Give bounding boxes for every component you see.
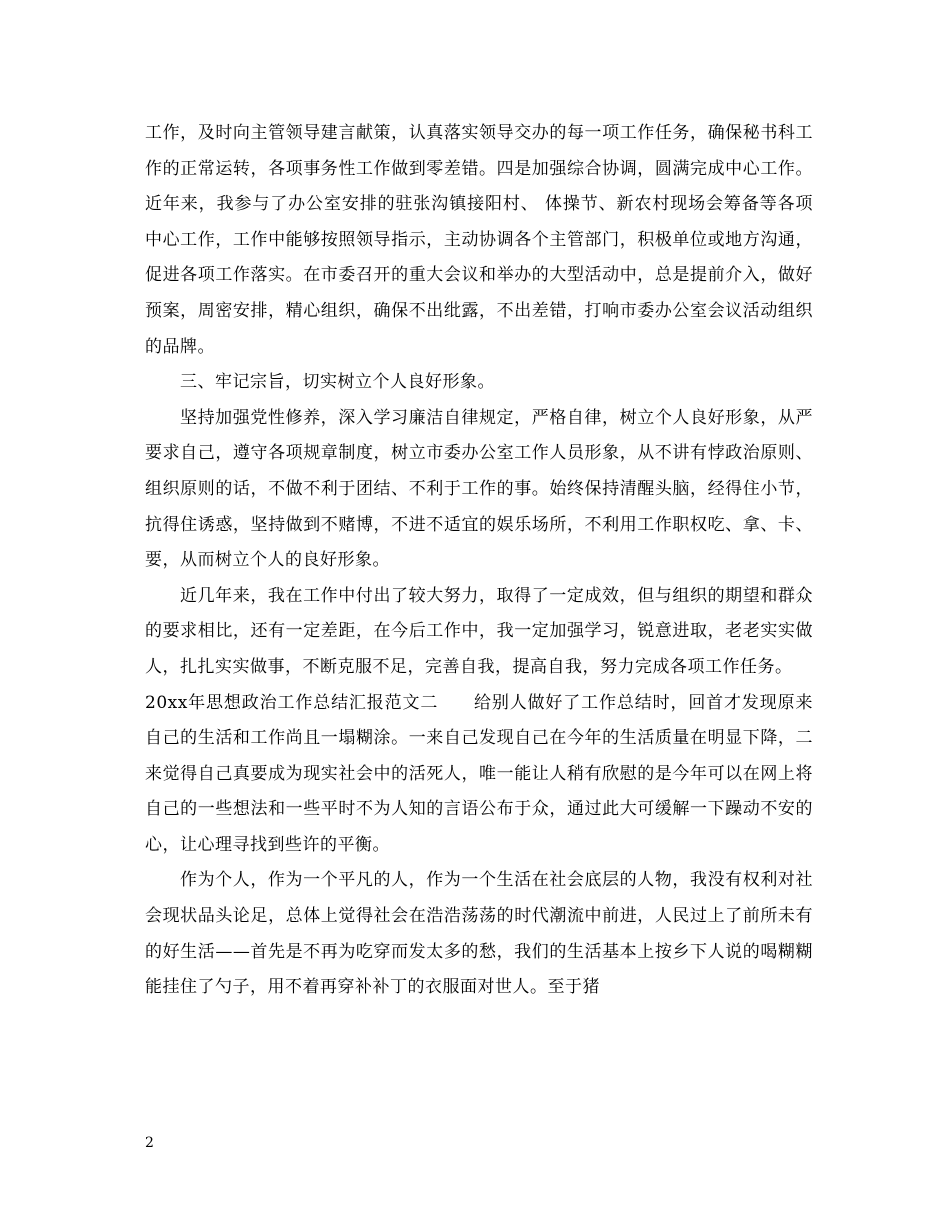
page-number: 2 — [145, 1135, 154, 1151]
section-heading: 三、牢记宗旨，切实树立个人良好形象。 — [180, 372, 495, 393]
paragraph: 坚持加强党性修养，深入学习廉洁自律规定，严格自律，树立个人良好形象，从严要求自己，遵守各项规章制度，树立市委办公室工作人员形象，从不讲有悖政治原则、组织原则的话，不做不利于团结、不利于工作的事。始终保持清醒头脑，经得住小节，抗得住诱惑，坚持做到不赌博，不进不适宜的娱乐场所，不利用工作职权吃、拿、卡、要，从而树立个人的良好形象。 — [145, 407, 813, 571]
paragraph: 近几年来，我在工作中付出了较大努力，取得了一定成效，但与组织的期望和群众的要求相比，还有一定差距，在今后工作中，我一定加强学习，锐意进取，老老实实做人，扎扎实实做事，不断克服不足，完善自我，提高自我，努力完成各项工作任务。 — [145, 585, 813, 677]
paragraph-with-title: 20xx年思想政治工作总结汇报范文二 给别人做好了工作总结时，回首才发现原来自己的生活和工作尚且一塌糊涂。一来自己发现自己在今年的生活质量在明显下降，二来觉得自己真要成为现实社会中的活死人，唯一能让人稍有欣慰的是今年可以在网上将自己的一些想法和一些平时不为人知的言语公布于众，通过此大可缓解一下躁动不安的心，让心理寻找到些许的平衡。 — [145, 692, 813, 855]
paragraph: 作为个人，作为一个平凡的人，作为一个生活在社会底层的人物，我没有权利对社会现状品头论足，总体上觉得社会在浩浩荡荡的时代潮流中前进，人民过上了前所未有的好生活——首先是不再为吃穿而发太多的愁，我们的生活基本上按乡下人说的喝糊糊能挂住了勺子，用不着再穿补补丁的衣服面对世人。至于猪 — [145, 870, 813, 998]
document-body — [145, 116, 813, 1006]
paragraph: 工作，及时向主管领导建言献策，认真落实领导交办的每一项工作任务，确保秘书科工作的正常运转，各项事务性工作做到零差错。四是加强综合协调，圆满完成中心工作。近年来，我参与了办公室安排的驻张沟镇接阳村、 体操节、新农村现场会筹备等各项中心工作，工作中能够按照领导指示，主动协调各个主管部门，积极单位或地方沟通，促进各项工作落实。在市委召开的重大会议和举办的大型活动中，总是提前介入，做好预案，周密安排，精心组织，确保不出纰露，不出差错，打响市委办公室会议活动组织的品牌。 — [145, 123, 813, 357]
